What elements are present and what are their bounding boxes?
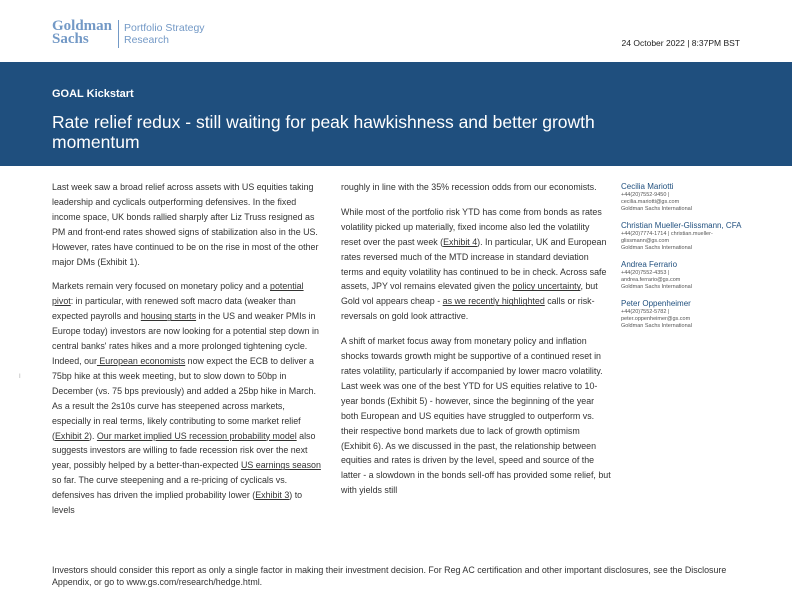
- author-name: Andrea Ferrario: [621, 260, 678, 269]
- author-card: [621, 260, 761, 291]
- text-run: ).: [89, 430, 97, 441]
- author-name: Christian Mueller-Glissmann, CFA: [621, 221, 742, 230]
- author-firm: Goldman Sachs International: [621, 245, 692, 251]
- author-card: [621, 299, 761, 330]
- logo-divider: [118, 20, 119, 48]
- author-card: [621, 182, 761, 213]
- potential-pivot-link[interactable]: potential pivot: [52, 281, 304, 307]
- report-kicker: GOAL Kickstart: [52, 88, 134, 100]
- recently-highlighted-link[interactable]: as we recently highlighted: [442, 296, 545, 307]
- recession-model-link[interactable]: Our market implied US recession probability model: [96, 430, 297, 441]
- author-phone: +44(20)7552-9450 |: [621, 192, 670, 198]
- publication-date: 24 October 2022 | 8:37PM BST: [621, 38, 740, 48]
- author-email[interactable]: glissmann@gs.com: [621, 238, 670, 244]
- paragraph: [52, 279, 322, 518]
- paragraph: roughly in line with the 35% recession odds from our economists.: [341, 182, 597, 192]
- text-run: ). In particular, UK and European rates reversed much of the MTD increase in standard deviation terms and equity volatility has continued to be in check. Across safe assets, JPY vol remains elevated given the: [341, 236, 607, 292]
- text-run: also suggests investors are willing to fade recession risk over the next year, possibly helped by a better-than-expected: [52, 430, 316, 471]
- housing-starts-link[interactable]: housing starts: [140, 311, 197, 322]
- body-column-2: [341, 180, 611, 508]
- logo-line-1: Goldman: [52, 18, 113, 34]
- exhibit-2-link[interactable]: Exhibit 2: [54, 430, 90, 441]
- margin-mark: I: [19, 374, 21, 380]
- text-run: Markets remain very focused on monetary policy and a: [52, 281, 271, 292]
- author-phone: +44(20)7552-5782 |: [621, 309, 670, 315]
- author-phone: +44(20)7774-1714 | christian.mueller-: [621, 231, 713, 237]
- author-email[interactable]: cecilia.mariotti@gs.com: [621, 199, 680, 205]
- text-run: : in particular, with renewed soft macro data (weaker than expected payrolls and: [52, 296, 296, 322]
- header: [0, 0, 792, 62]
- text-run: now expect the ECB to deliver a 75bp hike at this week meeting, but to slow down to 50bp in December (vs. 75 bps previously) and added a 25bp hike in March. As a result the 2s10s curve has steepened across markets, especially in real terms, likely contributing to some market relief (: [52, 355, 316, 441]
- author-firm: Goldman Sachs International: [621, 323, 692, 329]
- exhibit-4-link[interactable]: Exhibit 4: [443, 236, 478, 247]
- text-run: calls or risk-reversals on gold look attractive.: [341, 296, 595, 322]
- exhibit-3-link[interactable]: Exhibit 3: [255, 490, 290, 501]
- goldman-sachs-logo: [52, 20, 114, 46]
- report-title: Rate relief redux - still waiting for peak hawkishness and better growth momentum: [52, 112, 595, 152]
- text-run: in the US and weaker PMIs in Europe today) investors are now looking for a potential step down in central banks' rates hikes and a more prolonged tightening cycle. Indeed, our: [52, 311, 319, 366]
- european-economists-link[interactable]: European economists: [96, 355, 186, 366]
- author-name: Peter Oppenheimer: [621, 299, 691, 308]
- text-run: , but Gold vol appears cheap -: [341, 281, 598, 307]
- author-card: [621, 221, 761, 252]
- us-earnings-season-link[interactable]: US earnings season: [240, 460, 321, 471]
- text-run: While most of the portfolio risk YTD has come from bonds as rates volatility picked up materially, fixed income also led the volatility reset over the past week (: [341, 206, 602, 247]
- logo-line-2: Sachs: [52, 31, 89, 47]
- paragraph: A shift of market focus away from monetary policy and inflation shocks towards growth might be supportive of a continued reset in rates volatility, particularly if accompanied by lower macro volatility. Last week was one of the best YTD for US equities relative to 10-year bonds (Exhibit 5) - however, since the beginning of the year both European and US equities have struggled to outperform vs. their respective bond markets due to lack of growth optimism (Exhibit 6). As we discussed in the past, the relationship between equities and rates is driven by the level, speed and source of the latter - a slowdown in the bonds sell-off has provided some relief, but with yields still: [341, 336, 611, 496]
- research-line-1: Portfolio Strategy: [124, 22, 205, 34]
- body-column-1: [52, 180, 322, 528]
- author-firm: Goldman Sachs International: [621, 206, 692, 212]
- author-email[interactable]: andrea.ferrario@gs.com: [621, 277, 681, 283]
- author-firm: Goldman Sachs International: [621, 284, 692, 290]
- author-name: Cecilia Mariotti: [621, 182, 674, 191]
- research-line-2: Research: [124, 34, 169, 46]
- policy-uncertainty-link[interactable]: policy uncertainty: [512, 281, 581, 292]
- author-phone: +44(20)7552-4353 |: [621, 270, 670, 276]
- research-label: [124, 22, 205, 46]
- disclosure-footer: Investors should consider this report as only a single factor in making their investment decision. For Reg AC certification and other important disclosures, see the Disclosure Appendix, or go to www.gs.com/research/hedge.html.: [52, 565, 727, 587]
- paragraph: Last week saw a broad relief across assets with US equities taking leadership and cyclicals outperforming defensives. In the fixed income space, UK bonds rallied sharply after Liz Truss resigned as PM and front-end rates showed signs of stabilization also in the US. However, rates have continued to be on the rise in most of the other major DMs (Exhibit 1).: [52, 182, 319, 267]
- title-banner: [0, 62, 792, 166]
- paragraph: [341, 205, 611, 324]
- author-email[interactable]: peter.oppenheimer@gs.com: [621, 316, 691, 322]
- text-run: so far. The curve steepening and a re-pricing of cyclicals vs. defensives has driven the implied probability lower (: [52, 475, 288, 501]
- author-list: [621, 182, 761, 338]
- text-run: ) to levels: [52, 490, 303, 516]
